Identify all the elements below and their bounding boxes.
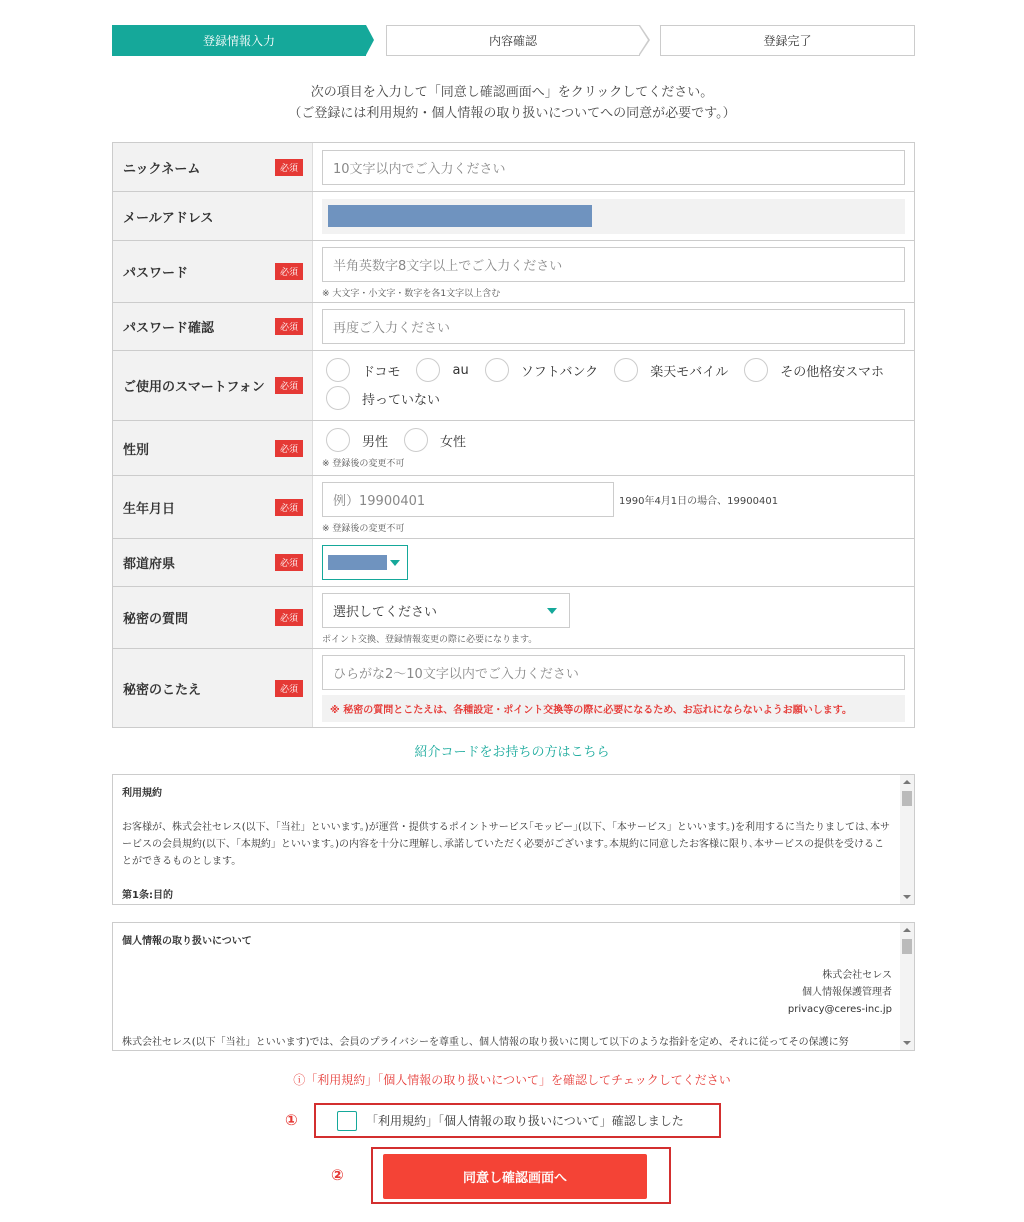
label-cell xyxy=(113,351,313,420)
row-smartphone xyxy=(113,351,914,421)
radio-other[interactable]: その他格安スマホ xyxy=(744,356,884,384)
prefecture-select[interactable] xyxy=(322,545,408,580)
privacy-content xyxy=(113,923,914,1051)
input-cell xyxy=(313,303,914,350)
privacy-body: 株式会社セレス(以下「当社」といいます)では、会員のプライバシーを尊重し、個人情報の取り扱いに関して以下のような指針を定め、それに従ってその保護に努 xyxy=(122,1037,849,1048)
gender-label: 性別 xyxy=(123,442,150,458)
birthday-hint: 1990年4月1日の場合、19900401 xyxy=(619,496,779,507)
progress-steps xyxy=(112,25,915,56)
birthday-label: 生年月日 xyxy=(123,501,176,517)
required-badge: 必須 xyxy=(275,159,303,176)
email-field xyxy=(322,199,905,234)
terms-box[interactable] xyxy=(112,774,915,905)
row-secret-answer xyxy=(113,649,914,727)
privacy-box[interactable] xyxy=(112,922,915,1051)
row-password-confirm xyxy=(113,303,914,351)
intro-line-1: 次の項目を入力して「同意し確認画面へ」をクリックしてください。 xyxy=(310,85,714,100)
scroll-thumb[interactable] xyxy=(902,791,912,806)
prefecture-label: 都道府県 xyxy=(123,557,176,572)
terms-section: 第1条:目的 xyxy=(122,890,173,901)
required-badge: 必須 xyxy=(275,499,303,516)
scroll-up-icon[interactable] xyxy=(903,780,911,784)
row-birthday xyxy=(113,476,914,539)
label-cell xyxy=(113,476,313,538)
radio-circle[interactable] xyxy=(485,358,509,382)
row-email xyxy=(113,192,914,241)
input-cell xyxy=(313,649,914,727)
radio-circle[interactable] xyxy=(326,386,350,410)
privacy-email: privacy@ceres-inc.jp xyxy=(787,1004,892,1015)
marker-one: ① xyxy=(285,1111,298,1129)
terms-content xyxy=(113,775,914,904)
input-cell xyxy=(313,587,914,648)
radio-none[interactable]: 持っていない xyxy=(326,384,440,412)
radio-circle[interactable] xyxy=(416,358,440,382)
label-cell xyxy=(113,241,313,302)
required-badge: 必須 xyxy=(275,609,303,626)
secret-question-select[interactable] xyxy=(322,593,570,628)
input-cell xyxy=(313,476,914,538)
privacy-scrollbar[interactable] xyxy=(900,923,914,1050)
label-cell xyxy=(113,143,313,191)
referral-code-link[interactable]: 紹介コードをお持ちの方はこちら xyxy=(414,745,610,760)
chevron-down-icon xyxy=(547,608,557,614)
row-gender xyxy=(113,421,914,476)
input-cell xyxy=(313,539,914,586)
required-badge: 必須 xyxy=(275,680,303,697)
label-cell xyxy=(113,303,313,350)
radio-au[interactable]: au xyxy=(416,356,468,384)
password-confirm-input[interactable]: 再度ご入力ください xyxy=(322,309,905,344)
radio-circle[interactable] xyxy=(404,428,428,452)
smartphone-label: ご使用のスマートフォン xyxy=(123,380,265,395)
birthday-input[interactable]: 例）19900401 xyxy=(322,482,614,517)
secret-answer-warning: ※ 秘密の質問とこたえは、各種設定・ポイント交換等の際に必要になるため、お忘れにならないようお願いします。 xyxy=(322,695,905,722)
secret-answer-label: 秘密のこたえ xyxy=(123,682,202,698)
agree-checkbox-label[interactable]: 「利用規約」「個人情報の取り扱いについて」確認しました xyxy=(366,1114,684,1128)
required-badge: 必須 xyxy=(275,318,303,335)
email-redacted xyxy=(328,205,592,227)
password-note: ※ 大文字・小文字・数字を各1文字以上含む xyxy=(322,289,501,299)
terms-title: 利用規約 xyxy=(122,788,162,799)
required-badge: 必須 xyxy=(275,554,303,571)
privacy-title: 個人情報の取り扱いについて xyxy=(122,936,252,947)
label-cell xyxy=(113,421,313,475)
birthday-wrap xyxy=(322,482,905,517)
secret-question-label: 秘密の質問 xyxy=(123,612,189,627)
label-cell xyxy=(113,649,313,727)
prefecture-redacted xyxy=(328,555,387,570)
password-label: パスワード xyxy=(123,266,189,281)
radio-rakuten[interactable]: 楽天モバイル xyxy=(614,356,728,384)
intro-line-2: （ご登録には利用規約・個人情報の取り扱いについてへの同意が必要です。） xyxy=(288,106,736,121)
chevron-down-icon xyxy=(390,560,400,566)
radio-circle[interactable] xyxy=(744,358,768,382)
row-secret-question xyxy=(113,587,914,649)
nickname-label: ニックネーム xyxy=(123,161,201,177)
radio-circle[interactable] xyxy=(326,428,350,452)
input-cell xyxy=(313,143,914,191)
privacy-company: 株式会社セレス xyxy=(822,970,892,981)
radio-docomo[interactable]: ドコモ xyxy=(326,356,400,384)
scroll-down-icon[interactable] xyxy=(903,1041,911,1045)
nickname-input[interactable]: 10文字以内でご入力ください xyxy=(322,150,905,185)
label-cell xyxy=(113,192,313,240)
row-nickname xyxy=(113,143,914,192)
label-cell xyxy=(113,587,313,648)
gender-options xyxy=(326,426,905,454)
agree-checkbox[interactable] xyxy=(337,1111,357,1131)
input-cell xyxy=(313,192,914,240)
input-cell xyxy=(313,241,914,302)
step-input: 登録情報入力 xyxy=(112,25,366,56)
radio-female[interactable]: 女性 xyxy=(404,426,466,454)
step-arrow xyxy=(366,25,374,55)
required-badge: 必須 xyxy=(275,263,303,280)
radio-circle[interactable] xyxy=(614,358,638,382)
terms-scrollbar[interactable] xyxy=(900,775,914,904)
required-badge: 必須 xyxy=(275,377,303,394)
step-arrow-inner xyxy=(639,26,648,54)
terms-body: お客様が、株式会社セレス(以下、「当社」といいます。)が運営・提供するポイントサービス｢モッピー｣(以下、「本サービス」といいます。)を利用するに当たりましては､本サービスの会員規約(以下、「本規約」といいます。)の内容を十分に理解し､承諾していただく必要がございます｡本規約に同意したお客様に限り､本サービスの提供を受けることができるものとします。 xyxy=(122,822,891,867)
radio-circle[interactable] xyxy=(326,358,350,382)
secret-question-selected: 選択してください xyxy=(333,605,438,620)
radio-cell xyxy=(313,351,914,420)
secret-answer-input[interactable]: ひらがな2〜10文字以内でご入力ください xyxy=(322,655,905,690)
secret-question-note: ポイント交換、登録情報変更の際に必要になります。 xyxy=(322,635,538,645)
label-cell xyxy=(113,539,313,586)
row-password xyxy=(113,241,914,303)
agree-confirm-button[interactable]: 同意し確認画面へ xyxy=(383,1154,647,1199)
marker-two: ② xyxy=(331,1166,344,1184)
privacy-manager: 個人情報保護管理者 xyxy=(802,987,892,998)
agreement-notice: ⓘ「利用規約」「個人情報の取り扱いについて」を確認してチェックしてください xyxy=(293,1073,731,1087)
submit-highlight xyxy=(371,1147,671,1204)
radio-cell xyxy=(313,421,914,475)
gender-note: ※ 登録後の変更不可 xyxy=(322,459,405,469)
scroll-thumb[interactable] xyxy=(902,939,912,954)
scroll-down-icon[interactable] xyxy=(903,895,911,899)
step-confirm: 内容確認 xyxy=(386,25,640,56)
scroll-up-icon[interactable] xyxy=(903,928,911,932)
required-badge: 必須 xyxy=(275,440,303,457)
birthday-note: ※ 登録後の変更不可 xyxy=(322,524,405,534)
registration-form xyxy=(112,142,915,728)
smartphone-options xyxy=(326,356,905,412)
step-complete: 登録完了 xyxy=(660,25,915,56)
agree-checkbox-row[interactable] xyxy=(314,1103,721,1138)
password-confirm-label: パスワード確認 xyxy=(123,321,215,336)
radio-softbank[interactable]: ソフトバンク xyxy=(485,356,598,384)
password-input[interactable]: 半角英数字8文字以上でご入力ください xyxy=(322,247,905,282)
row-prefecture xyxy=(113,539,914,587)
radio-male[interactable]: 男性 xyxy=(326,426,388,454)
email-label: メールアドレス xyxy=(123,210,214,226)
